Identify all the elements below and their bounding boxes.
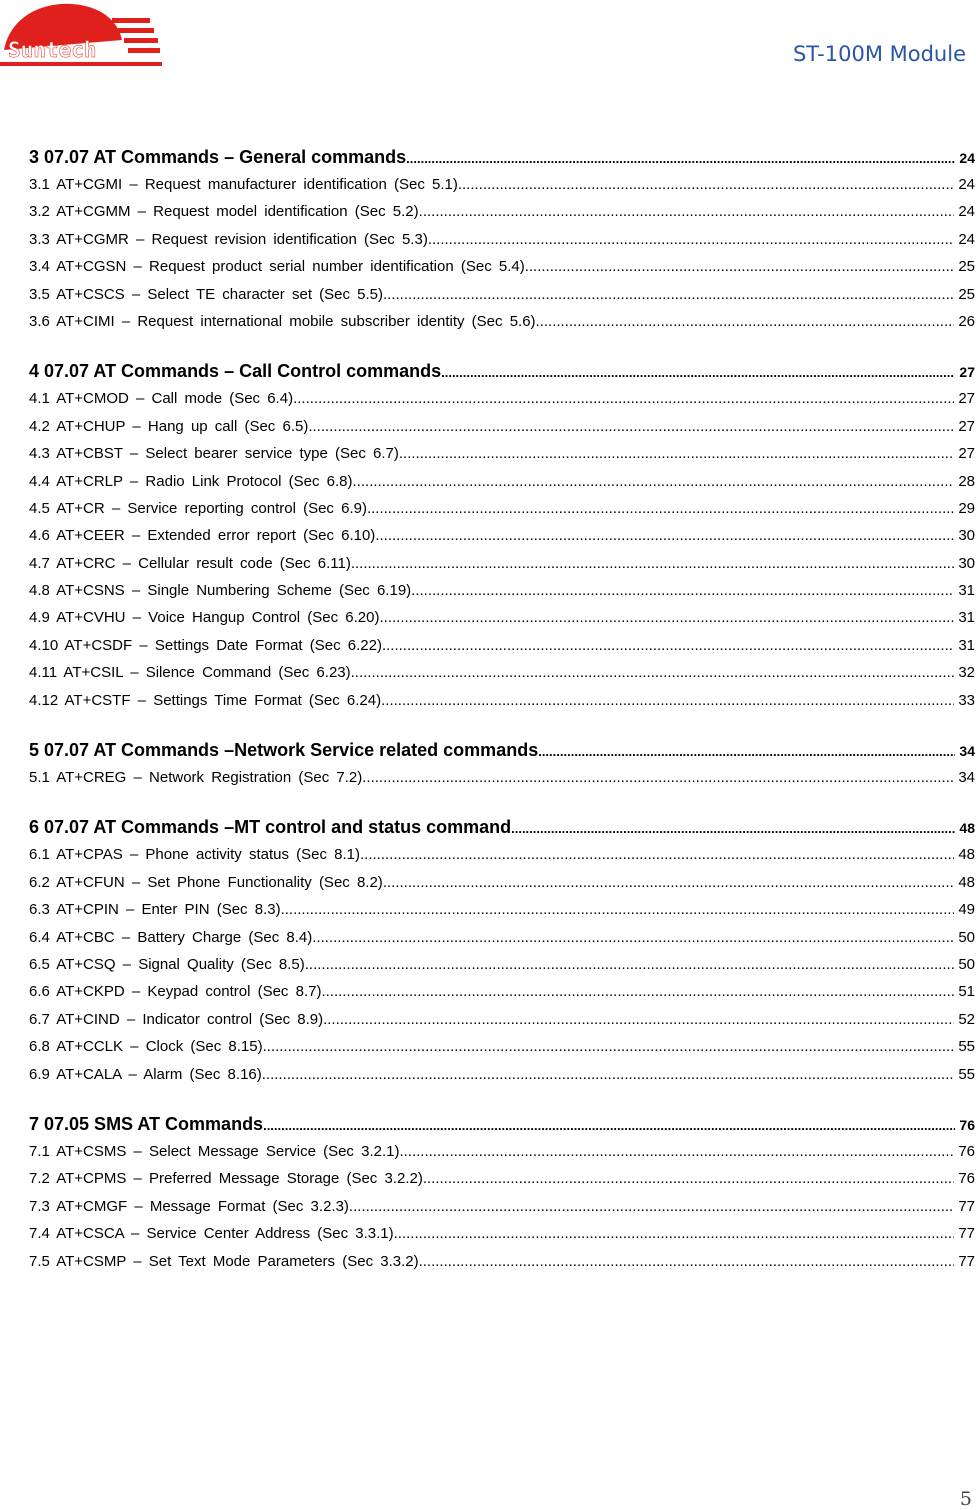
toc-entry-title: 4.4 AT+CRLP – Radio Link Protocol (Sec 6.8) <box>29 472 353 490</box>
toc-entry[interactable] <box>29 413 975 440</box>
toc-entry-title: 4.2 AT+CHUP – Hang up call (Sec 6.5) <box>29 417 309 435</box>
toc-entry-page: 28 <box>958 472 975 490</box>
toc-section <box>29 143 975 335</box>
toc-heading-title: 6 07.07 AT Commands –MT control and status command <box>29 817 512 838</box>
toc-entry[interactable] <box>29 281 975 308</box>
toc-leader-dots <box>351 659 955 686</box>
toc-entry-page: 76 <box>958 1170 975 1188</box>
toc-entry-title: 6.5 AT+CSQ – Signal Quality (Sec 8.5) <box>29 955 305 973</box>
toc-leader-dots <box>360 841 954 868</box>
toc-entry-title: 3.4 AT+CGSN – Request product serial number identification (Sec 5.4) <box>29 258 525 276</box>
toc-leader-dots <box>381 687 954 714</box>
toc-entry-page: 26 <box>958 312 975 330</box>
toc-entry-page: 27 <box>958 445 975 463</box>
toc-entry-page: 27 <box>958 417 975 435</box>
toc-entry[interactable] <box>29 385 975 412</box>
toc-entry-page: 48 <box>958 873 975 891</box>
toc-leader-dots <box>312 924 954 951</box>
toc-entry-page: 48 <box>958 846 975 864</box>
toc-entry-title: 6.1 AT+CPAS – Phone activity status (Sec 8.1) <box>29 846 361 864</box>
toc-leader-dots <box>293 385 954 412</box>
toc-heading-title: 4 07.07 AT Commands – Call Control commands <box>29 361 442 382</box>
toc-heading-page: 76 <box>959 1116 975 1133</box>
toc-entry[interactable] <box>29 1033 975 1060</box>
toc-leader-dots <box>525 253 955 280</box>
toc-entry[interactable] <box>29 924 975 951</box>
toc-entry-page: 24 <box>958 230 975 248</box>
toc-entry[interactable] <box>29 1220 975 1247</box>
toc-entry-title: 4.7 AT+CRC – Cellular result code (Sec 6.11) <box>29 554 351 572</box>
toc-leader-dots <box>419 1248 955 1275</box>
toc-entry-title: 4.8 AT+CSNS – Single Numbering Scheme (Sec 6.19) <box>29 582 412 600</box>
toc-section-heading[interactable] <box>29 1110 975 1138</box>
toc-entry[interactable] <box>29 495 975 522</box>
toc-entry-title: 7.4 AT+CSCA – Service Center Address (Sec 3.3.1) <box>29 1225 394 1243</box>
toc-entry-title: 4.11 AT+CSIL – Silence Command (Sec 6.23) <box>29 664 351 682</box>
toc-entry-page: 32 <box>958 664 975 682</box>
toc-leader-dots <box>321 978 954 1005</box>
toc-heading-title: 3 07.07 AT Commands – General commands <box>29 147 407 167</box>
toc-entry-page: 77 <box>958 1225 975 1243</box>
toc-entry-title: 4.5 AT+CR – Service reporting control (Sec 6.9) <box>29 499 367 517</box>
toc-leader-dots <box>379 604 954 631</box>
toc-entry-title: 7.5 AT+CSMP – Set Text Mode Parameters (Sec 3.3.2) <box>29 1252 419 1270</box>
toc-entry-page: 31 <box>958 582 975 600</box>
toc-entry-page: 29 <box>958 499 975 517</box>
toc-entry-title: 3.2 AT+CGMM – Request model identification (Sec 5.2) <box>29 203 419 221</box>
toc-entry-title: 7.1 AT+CSMS – Select Message Service (Sec 3.2.1) <box>29 1142 400 1160</box>
toc-entry[interactable] <box>29 440 975 467</box>
toc-leader-dots <box>428 226 955 253</box>
toc-entry[interactable] <box>29 226 975 253</box>
toc-section <box>29 357 975 714</box>
toc-entry[interactable] <box>29 522 975 549</box>
toc-leader-dots <box>423 1165 954 1192</box>
toc-leader-dots <box>394 1220 955 1247</box>
toc-entry-title: 3.1 AT+CGMI – Request manufacturer identification (Sec 5.1) <box>29 176 458 193</box>
toc-entry[interactable] <box>29 550 975 577</box>
toc-entry-title: 6.6 AT+CKPD – Keypad control (Sec 8.7) <box>29 983 322 1001</box>
table-of-contents <box>29 143 975 1297</box>
toc-entry-page: 77 <box>958 1197 975 1215</box>
toc-entry-title: 4.3 AT+CBST – Select bearer service type (Sec 6.7) <box>29 445 399 463</box>
toc-entry[interactable] <box>29 171 975 198</box>
toc-leader-dots <box>305 951 955 978</box>
toc-leader-dots <box>383 869 955 896</box>
toc-entry[interactable] <box>29 659 975 686</box>
toc-entry[interactable] <box>29 468 975 495</box>
toc-entry[interactable] <box>29 978 975 1005</box>
toc-entry-page: 25 <box>958 285 975 303</box>
toc-entry-page: 24 <box>958 176 975 193</box>
module-title: ST-100M Module <box>792 42 966 66</box>
toc-leader-dots <box>383 281 954 308</box>
toc-section <box>29 736 975 791</box>
toc-leader-dots <box>362 764 954 791</box>
toc-entry-page: 51 <box>958 983 975 1001</box>
toc-entry-page: 31 <box>958 609 975 627</box>
toc-leader-dots <box>406 145 955 173</box>
toc-leader-dots <box>349 1193 954 1220</box>
toc-entry[interactable] <box>29 577 975 604</box>
toc-leader-dots <box>281 896 955 923</box>
toc-heading-page: 27 <box>959 364 975 381</box>
logo-wordmark: Suntech <box>8 38 97 62</box>
toc-entry[interactable] <box>29 1061 975 1088</box>
toc-entry-page: 49 <box>958 901 975 919</box>
toc-leader-dots <box>399 1138 954 1165</box>
toc-section <box>29 813 975 1088</box>
toc-entry-title: 3.6 AT+CIMI – Request international mobile subscriber identity (Sec 5.6) <box>29 312 536 330</box>
toc-leader-dots <box>382 632 954 659</box>
toc-entry[interactable] <box>29 687 975 714</box>
toc-entry-title: 4.6 AT+CEER – Extended error report (Sec 6.10) <box>29 527 376 545</box>
toc-entry[interactable] <box>29 841 975 868</box>
toc-entry[interactable] <box>29 1006 975 1033</box>
toc-heading-page: 24 <box>959 150 975 166</box>
toc-leader-dots <box>441 359 955 387</box>
toc-entry-page: 55 <box>958 1038 975 1056</box>
toc-entry[interactable] <box>29 253 975 280</box>
toc-leader-dots <box>353 468 955 495</box>
toc-entry[interactable] <box>29 198 975 225</box>
toc-entry[interactable] <box>29 1193 975 1220</box>
toc-leader-dots <box>399 440 954 467</box>
toc-entry-title: 4.1 AT+CMOD – Call mode (Sec 6.4) <box>29 390 294 408</box>
toc-entry-page: 55 <box>958 1065 975 1083</box>
toc-leader-dots <box>262 1061 955 1088</box>
toc-entry-title: 6.8 AT+CCLK – Clock (Sec 8.15) <box>29 1038 263 1056</box>
toc-entry[interactable] <box>29 308 975 335</box>
toc-leader-dots <box>308 413 954 440</box>
toc-leader-dots <box>323 1006 954 1033</box>
toc-entry-page: 50 <box>958 955 975 973</box>
toc-entry-title: 6.9 AT+CALA – Alarm (Sec 8.16) <box>29 1065 262 1083</box>
toc-entry[interactable] <box>29 896 975 923</box>
toc-section-heading[interactable] <box>29 143 975 171</box>
toc-entry[interactable] <box>29 1248 975 1275</box>
toc-leader-dots <box>375 522 954 549</box>
toc-leader-dots <box>263 1033 955 1060</box>
toc-entry-page: 34 <box>958 769 975 787</box>
toc-heading-page: 48 <box>959 820 975 837</box>
toc-entry-title: 5.1 AT+CREG – Network Registration (Sec 7.2) <box>29 769 363 787</box>
toc-heading-title: 7 07.05 SMS AT Commands <box>29 1113 264 1134</box>
toc-entry-title: 6.3 AT+CPIN – Enter PIN (Sec 8.3) <box>29 901 281 919</box>
toc-entry-title: 6.7 AT+CIND – Indicator control (Sec 8.9) <box>29 1010 324 1028</box>
toc-leader-dots <box>351 550 954 577</box>
toc-entry-title: 4.12 AT+CSTF – Settings Time Format (Sec 6.24) <box>29 691 382 709</box>
page-number: 5 <box>959 1488 972 1510</box>
toc-section <box>29 1110 975 1275</box>
toc-entry[interactable] <box>29 951 975 978</box>
toc-entry-page: 50 <box>958 928 975 946</box>
toc-entry-page: 27 <box>958 390 975 408</box>
toc-entry-title: 6.2 AT+CFUN – Set Phone Functionality (Sec 8.2) <box>29 873 383 891</box>
toc-entry-page: 24 <box>958 203 975 221</box>
toc-entry-page: 52 <box>958 1010 975 1028</box>
toc-entry-page: 76 <box>958 1142 975 1160</box>
toc-heading-page: 34 <box>959 743 975 760</box>
toc-entry-page: 31 <box>958 636 975 654</box>
toc-entry-title: 4.9 AT+CVHU – Voice Hangup Control (Sec 6.20) <box>29 609 380 627</box>
toc-entry-title: 4.10 AT+CSDF – Settings Date Format (Sec 6.22) <box>29 636 382 654</box>
toc-entry-page: 30 <box>958 527 975 545</box>
toc-section-heading[interactable] <box>29 357 975 385</box>
toc-entry[interactable] <box>29 869 975 896</box>
toc-entry-page: 25 <box>958 258 975 276</box>
toc-leader-dots <box>411 577 954 604</box>
toc-leader-dots <box>511 815 955 843</box>
toc-entry[interactable] <box>29 764 975 791</box>
toc-entry[interactable] <box>29 604 975 631</box>
toc-entry-page: 33 <box>958 691 975 709</box>
toc-section-heading[interactable] <box>29 736 975 764</box>
toc-leader-dots <box>263 1112 955 1140</box>
toc-leader-dots <box>367 495 954 522</box>
toc-entry-title: 7.2 AT+CPMS – Preferred Message Storage (Sec 3.2.2) <box>29 1170 423 1188</box>
toc-entry-page: 77 <box>958 1252 975 1270</box>
toc-entry[interactable] <box>29 632 975 659</box>
toc-entry-title: 6.4 AT+CBC – Battery Charge (Sec 8.4) <box>29 928 313 946</box>
toc-entry[interactable] <box>29 1165 975 1192</box>
toc-entry[interactable] <box>29 1138 975 1165</box>
toc-leader-dots <box>458 171 954 198</box>
suntech-logo <box>0 0 164 70</box>
toc-leader-dots <box>538 738 955 766</box>
toc-entry-title: 7.3 AT+CMGF – Message Format (Sec 3.2.3) <box>29 1197 349 1215</box>
toc-leader-dots <box>536 308 955 335</box>
toc-entry-page: 30 <box>958 554 975 572</box>
toc-entry-title: 3.5 AT+CSCS – Select TE character set (Sec 5.5) <box>29 285 384 303</box>
toc-section-heading[interactable] <box>29 813 975 841</box>
toc-leader-dots <box>419 198 955 225</box>
toc-heading-title: 5 07.07 AT Commands –Network Service related commands <box>29 740 539 761</box>
toc-entry-title: 3.3 AT+CGMR – Request revision identification (Sec 5.3) <box>29 230 428 248</box>
